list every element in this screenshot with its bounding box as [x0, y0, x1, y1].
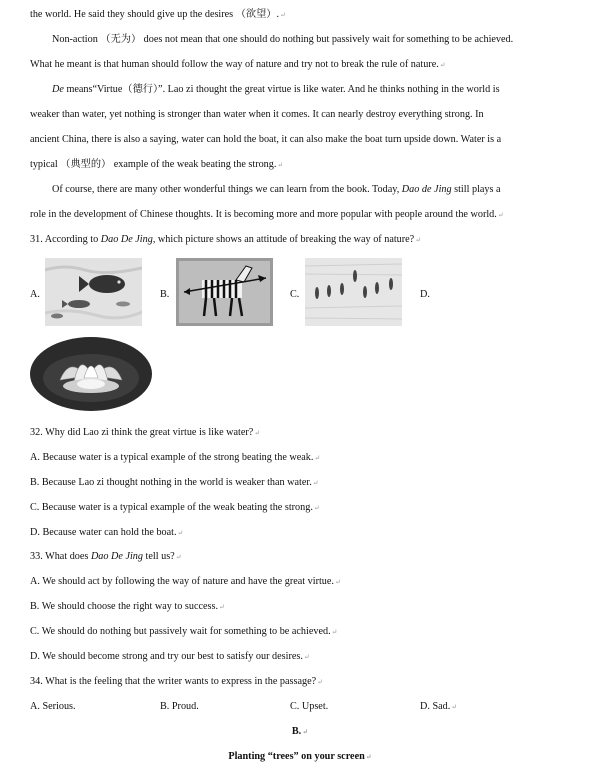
passage-line: typical （典型的） example of the weak beating the strong.↵ — [30, 159, 284, 170]
passage-line: the world. He said they should give up the desires （欲望）.↵ — [30, 9, 286, 20]
option-34-b[interactable]: B. Proud. — [160, 701, 199, 712]
option-31-a-label[interactable]: A. — [30, 289, 40, 300]
option-32-a[interactable]: A. Because water is a typical example of the strong beating the weak.↵ — [30, 452, 321, 463]
passage-line: Of course, there are many other wonderful things we can learn from the book. Today, Dao de Jing still plays a — [52, 184, 501, 195]
question-31-stem: 31. According to Dao De Jing, which picture shows an attitude of breaking the way of nature?↵ — [30, 234, 422, 245]
zebra-arrow-picture[interactable] — [176, 258, 273, 326]
passage-line: De means“Virtue（德行）”. Lao zi thought the great virtue is like water. And he thinks nothing in the world is — [52, 84, 500, 95]
passage-line: ancient China, there is also a saying, water can hold the boat, it can also make the boat turn upside down. Water is a — [30, 134, 502, 145]
option-33-d[interactable]: D. We should become strong and try our best to satisfy our desires.↵ — [30, 651, 310, 662]
passage-line: Non-action （无为） does not mean that one should do nothing but passively wait for something to be achieved. — [52, 34, 514, 45]
option-33-c[interactable]: C. We should do nothing but passively wait for something to be achieved.↵ — [30, 626, 338, 637]
passage-b-title: Planting “trees” on your screen↵ — [228, 751, 372, 762]
passage-line: weaker than water, yet nothing is stronger than water when it comes. It can nearly destroy everything strong. In — [30, 109, 484, 120]
passage-line: What he meant is that human should follow the way of nature and try not to break the rule of nature.↵ — [30, 59, 446, 70]
option-31-d-label[interactable]: D. — [420, 289, 430, 300]
geese-picture[interactable] — [305, 258, 402, 326]
fish-picture[interactable] — [45, 258, 142, 326]
option-31-c-label[interactable]: C. — [290, 289, 300, 300]
option-31-b-label[interactable]: B. — [160, 289, 170, 300]
option-32-c[interactable]: C. Because water is a typical example of the weak beating the strong.↵ — [30, 502, 320, 513]
option-34-a[interactable]: A. Serious. — [30, 701, 76, 712]
option-34-d[interactable]: D. Sad.↵ — [420, 701, 458, 712]
passage-line: role in the development of Chinese thoughts. It is becoming more and more popular with people around the world.↵ — [30, 209, 504, 220]
option-32-d[interactable]: D. Because water can hold the boat.↵ — [30, 527, 184, 538]
option-32-b[interactable]: B. Because Lao zi thought nothing in the world is weaker than water.↵ — [30, 477, 319, 488]
option-34-c[interactable]: C. Upset. — [290, 701, 329, 712]
question-34-stem: 34. What is the feeling that the writer wants to express in the passage?↵ — [30, 676, 323, 687]
option-33-b[interactable]: B. We should choose the right way to success.↵ — [30, 601, 225, 612]
question-32-stem: 32. Why did Lao zi think the great virtue is like water?↵ — [30, 427, 261, 438]
lotus-picture[interactable] — [30, 336, 153, 412]
question-33-stem: 33. What does Dao De Jing tell us?↵ — [30, 551, 182, 562]
option-33-a[interactable]: A. We should act by following the way of nature and have the great virtue.↵ — [30, 576, 341, 587]
section-b-heading: B.↵ — [291, 726, 309, 737]
